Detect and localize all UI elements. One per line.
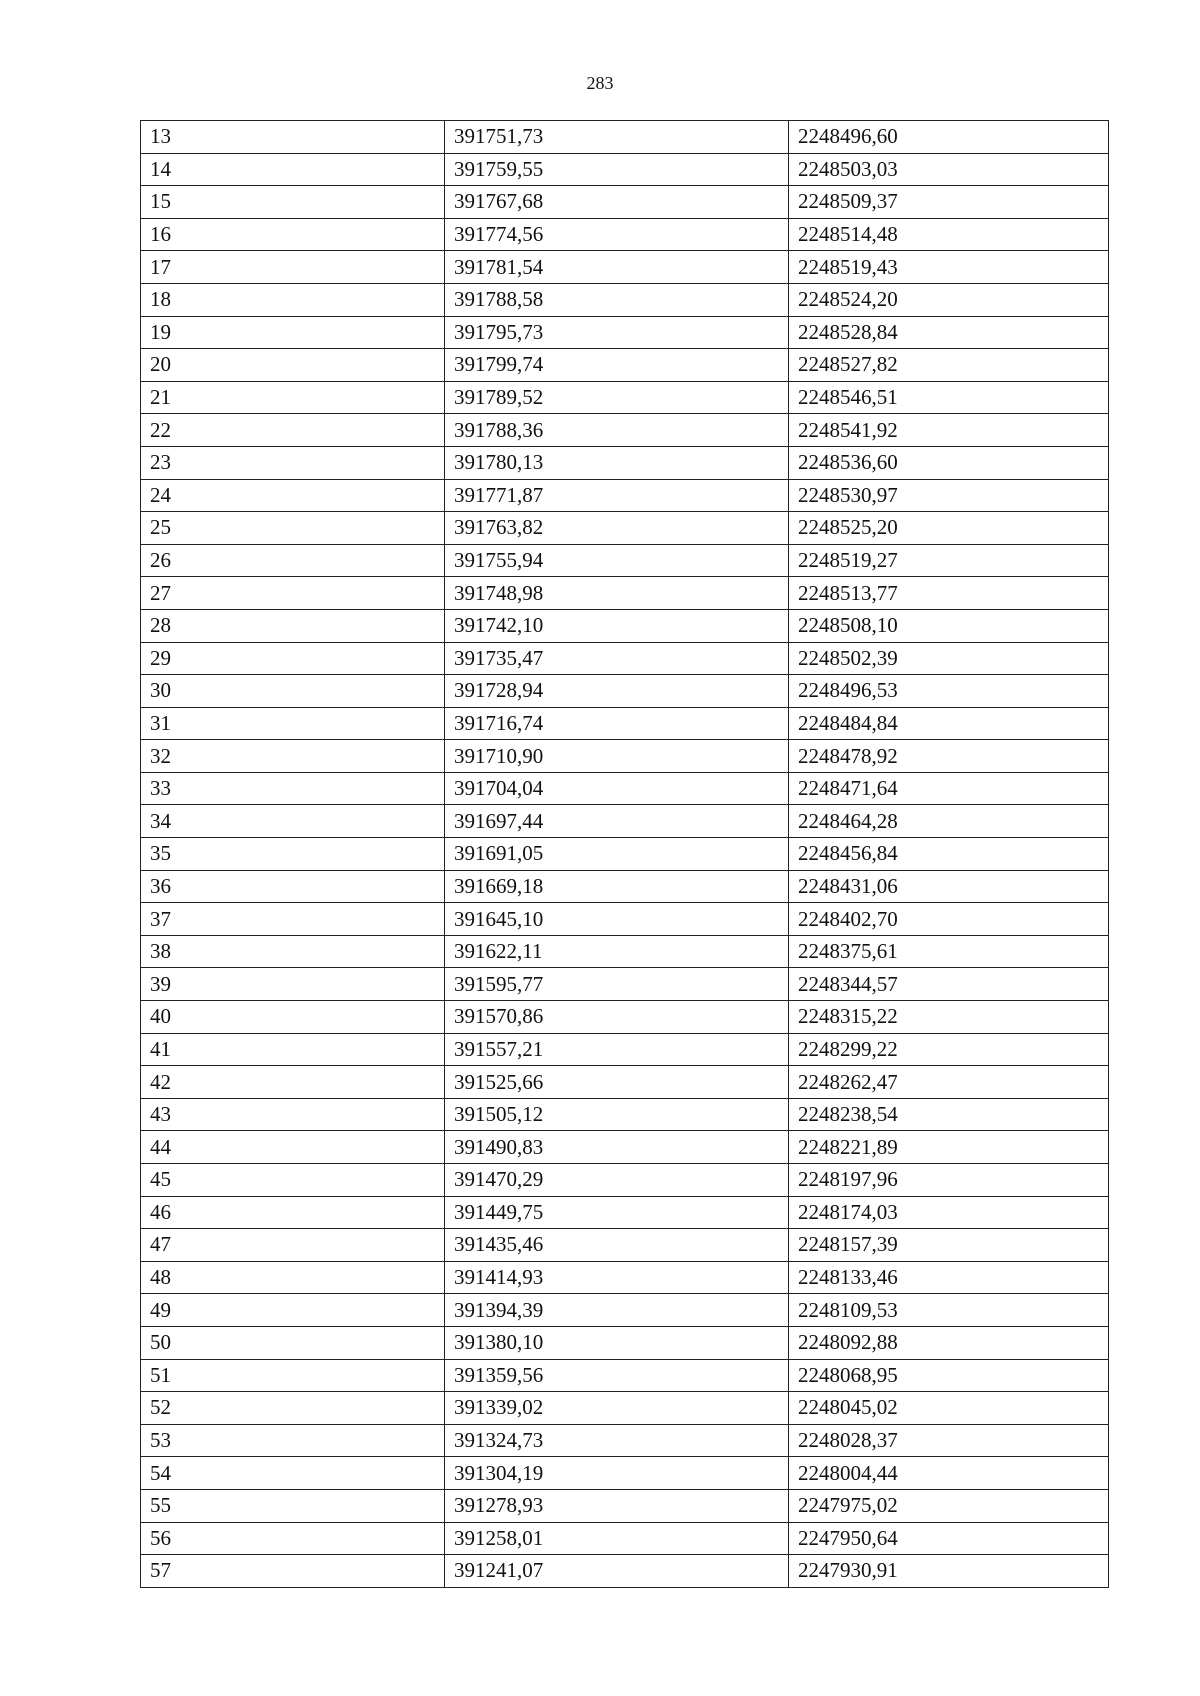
table-row — [141, 609, 1109, 642]
table-row — [141, 1098, 1109, 1131]
table-row — [141, 1359, 1109, 1392]
y-coordinate-cell: 2248315,22 — [789, 1001, 1109, 1034]
y-coordinate-cell: 2248509,37 — [789, 186, 1109, 219]
x-coordinate-cell: 391622,11 — [445, 935, 789, 968]
x-coordinate-cell: 391771,87 — [445, 479, 789, 512]
point-number-cell: 30 — [141, 675, 445, 708]
table-row — [141, 1326, 1109, 1359]
x-coordinate-cell: 391759,55 — [445, 153, 789, 186]
point-number-cell: 20 — [141, 349, 445, 382]
x-coordinate-cell: 391748,98 — [445, 577, 789, 610]
x-coordinate-cell: 391795,73 — [445, 316, 789, 349]
y-coordinate-cell: 2248508,10 — [789, 609, 1109, 642]
x-coordinate-cell: 391324,73 — [445, 1424, 789, 1457]
x-coordinate-cell: 391570,86 — [445, 1001, 789, 1034]
point-number-cell: 34 — [141, 805, 445, 838]
table-row — [141, 512, 1109, 545]
y-coordinate-cell: 2248527,82 — [789, 349, 1109, 382]
x-coordinate-cell: 391359,56 — [445, 1359, 789, 1392]
point-number-cell: 39 — [141, 968, 445, 1001]
x-coordinate-cell: 391728,94 — [445, 675, 789, 708]
y-coordinate-cell: 2247975,02 — [789, 1489, 1109, 1522]
table-row — [141, 805, 1109, 838]
point-number-cell: 23 — [141, 446, 445, 479]
y-coordinate-cell: 2248525,20 — [789, 512, 1109, 545]
point-number-cell: 51 — [141, 1359, 445, 1392]
y-coordinate-cell: 2248503,03 — [789, 153, 1109, 186]
x-coordinate-cell: 391781,54 — [445, 251, 789, 284]
point-number-cell: 43 — [141, 1098, 445, 1131]
y-coordinate-cell: 2248546,51 — [789, 381, 1109, 414]
y-coordinate-cell: 2248157,39 — [789, 1229, 1109, 1262]
point-number-cell: 18 — [141, 283, 445, 316]
point-number-cell: 31 — [141, 707, 445, 740]
y-coordinate-cell: 2247930,91 — [789, 1555, 1109, 1588]
y-coordinate-cell: 2248344,57 — [789, 968, 1109, 1001]
point-number-cell: 29 — [141, 642, 445, 675]
x-coordinate-cell: 391788,58 — [445, 283, 789, 316]
point-number-cell: 21 — [141, 381, 445, 414]
point-number-cell: 46 — [141, 1196, 445, 1229]
table-row — [141, 1261, 1109, 1294]
table-row — [141, 707, 1109, 740]
x-coordinate-cell: 391669,18 — [445, 870, 789, 903]
page-number: 283 — [586, 73, 614, 93]
table-row — [141, 1229, 1109, 1262]
table-row — [141, 577, 1109, 610]
table-row — [141, 838, 1109, 871]
point-number-cell: 47 — [141, 1229, 445, 1262]
y-coordinate-cell: 2248496,53 — [789, 675, 1109, 708]
y-coordinate-cell: 2248524,20 — [789, 283, 1109, 316]
table-row — [141, 1424, 1109, 1457]
x-coordinate-cell: 391414,93 — [445, 1261, 789, 1294]
x-coordinate-cell: 391449,75 — [445, 1196, 789, 1229]
table-row — [141, 1001, 1109, 1034]
y-coordinate-cell: 2248174,03 — [789, 1196, 1109, 1229]
table-row — [141, 446, 1109, 479]
y-coordinate-cell: 2248514,48 — [789, 218, 1109, 251]
y-coordinate-cell: 2248478,92 — [789, 740, 1109, 773]
table-row — [141, 1131, 1109, 1164]
x-coordinate-cell: 391742,10 — [445, 609, 789, 642]
point-number-cell: 14 — [141, 153, 445, 186]
point-number-cell: 16 — [141, 218, 445, 251]
y-coordinate-cell: 2248541,92 — [789, 414, 1109, 447]
coordinates-table-body — [141, 121, 1109, 1588]
y-coordinate-cell: 2248004,44 — [789, 1457, 1109, 1490]
y-coordinate-cell: 2247950,64 — [789, 1522, 1109, 1555]
table-row — [141, 349, 1109, 382]
y-coordinate-cell: 2248375,61 — [789, 935, 1109, 968]
table-row — [141, 251, 1109, 284]
x-coordinate-cell: 391789,52 — [445, 381, 789, 414]
point-number-cell: 55 — [141, 1489, 445, 1522]
x-coordinate-cell: 391525,66 — [445, 1066, 789, 1099]
table-row — [141, 121, 1109, 154]
y-coordinate-cell: 2248431,06 — [789, 870, 1109, 903]
point-number-cell: 42 — [141, 1066, 445, 1099]
table-row — [141, 1033, 1109, 1066]
point-number-cell: 35 — [141, 838, 445, 871]
table-row — [141, 1522, 1109, 1555]
x-coordinate-cell: 391645,10 — [445, 903, 789, 936]
y-coordinate-cell: 2248109,53 — [789, 1294, 1109, 1327]
x-coordinate-cell: 391780,13 — [445, 446, 789, 479]
x-coordinate-cell: 391691,05 — [445, 838, 789, 871]
table-row — [141, 186, 1109, 219]
table-row — [141, 968, 1109, 1001]
x-coordinate-cell: 391304,19 — [445, 1457, 789, 1490]
point-number-cell: 15 — [141, 186, 445, 219]
x-coordinate-cell: 391435,46 — [445, 1229, 789, 1262]
table-row — [141, 1392, 1109, 1425]
y-coordinate-cell: 2248519,27 — [789, 544, 1109, 577]
y-coordinate-cell: 2248530,97 — [789, 479, 1109, 512]
table-row — [141, 544, 1109, 577]
table-row — [141, 1196, 1109, 1229]
point-number-cell: 56 — [141, 1522, 445, 1555]
table-row — [141, 1457, 1109, 1490]
point-number-cell: 19 — [141, 316, 445, 349]
y-coordinate-cell: 2248496,60 — [789, 121, 1109, 154]
y-coordinate-cell: 2248221,89 — [789, 1131, 1109, 1164]
y-coordinate-cell: 2248238,54 — [789, 1098, 1109, 1131]
table-row — [141, 1164, 1109, 1197]
point-number-cell: 32 — [141, 740, 445, 773]
x-coordinate-cell: 391788,36 — [445, 414, 789, 447]
y-coordinate-cell: 2248045,02 — [789, 1392, 1109, 1425]
x-coordinate-cell: 391470,29 — [445, 1164, 789, 1197]
table-row — [141, 1294, 1109, 1327]
point-number-cell: 33 — [141, 772, 445, 805]
point-number-cell: 53 — [141, 1424, 445, 1457]
point-number-cell: 26 — [141, 544, 445, 577]
table-row — [141, 381, 1109, 414]
point-number-cell: 28 — [141, 609, 445, 642]
point-number-cell: 13 — [141, 121, 445, 154]
table-row — [141, 1555, 1109, 1588]
y-coordinate-cell: 2248456,84 — [789, 838, 1109, 871]
y-coordinate-cell: 2248299,22 — [789, 1033, 1109, 1066]
x-coordinate-cell: 391710,90 — [445, 740, 789, 773]
x-coordinate-cell: 391394,39 — [445, 1294, 789, 1327]
x-coordinate-cell: 391763,82 — [445, 512, 789, 545]
point-number-cell: 25 — [141, 512, 445, 545]
y-coordinate-cell: 2248092,88 — [789, 1326, 1109, 1359]
point-number-cell: 27 — [141, 577, 445, 610]
table-row — [141, 642, 1109, 675]
table-row — [141, 1489, 1109, 1522]
x-coordinate-cell: 391505,12 — [445, 1098, 789, 1131]
y-coordinate-cell: 2248197,96 — [789, 1164, 1109, 1197]
point-number-cell: 22 — [141, 414, 445, 447]
point-number-cell: 37 — [141, 903, 445, 936]
point-number-cell: 52 — [141, 1392, 445, 1425]
point-number-cell: 24 — [141, 479, 445, 512]
x-coordinate-cell: 391490,83 — [445, 1131, 789, 1164]
point-number-cell: 40 — [141, 1001, 445, 1034]
x-coordinate-cell: 391751,73 — [445, 121, 789, 154]
point-number-cell: 49 — [141, 1294, 445, 1327]
table-row — [141, 740, 1109, 773]
table-row — [141, 903, 1109, 936]
table-row — [141, 479, 1109, 512]
y-coordinate-cell: 2248471,64 — [789, 772, 1109, 805]
table-row — [141, 935, 1109, 968]
x-coordinate-cell: 391767,68 — [445, 186, 789, 219]
y-coordinate-cell: 2248133,46 — [789, 1261, 1109, 1294]
x-coordinate-cell: 391380,10 — [445, 1326, 789, 1359]
x-coordinate-cell: 391339,02 — [445, 1392, 789, 1425]
x-coordinate-cell: 391755,94 — [445, 544, 789, 577]
x-coordinate-cell: 391557,21 — [445, 1033, 789, 1066]
point-number-cell: 57 — [141, 1555, 445, 1588]
x-coordinate-cell: 391774,56 — [445, 218, 789, 251]
point-number-cell: 45 — [141, 1164, 445, 1197]
x-coordinate-cell: 391697,44 — [445, 805, 789, 838]
y-coordinate-cell: 2248513,77 — [789, 577, 1109, 610]
table-row — [141, 218, 1109, 251]
y-coordinate-cell: 2248028,37 — [789, 1424, 1109, 1457]
y-coordinate-cell: 2248536,60 — [789, 446, 1109, 479]
y-coordinate-cell: 2248262,47 — [789, 1066, 1109, 1099]
x-coordinate-cell: 391716,74 — [445, 707, 789, 740]
x-coordinate-cell: 391258,01 — [445, 1522, 789, 1555]
table-row — [141, 316, 1109, 349]
table-row — [141, 772, 1109, 805]
x-coordinate-cell: 391595,77 — [445, 968, 789, 1001]
point-number-cell: 36 — [141, 870, 445, 903]
point-number-cell: 54 — [141, 1457, 445, 1490]
table-row — [141, 414, 1109, 447]
x-coordinate-cell: 391704,04 — [445, 772, 789, 805]
x-coordinate-cell: 391735,47 — [445, 642, 789, 675]
x-coordinate-cell: 391799,74 — [445, 349, 789, 382]
point-number-cell: 44 — [141, 1131, 445, 1164]
table-row — [141, 870, 1109, 903]
y-coordinate-cell: 2248464,28 — [789, 805, 1109, 838]
point-number-cell: 17 — [141, 251, 445, 284]
table-row — [141, 1066, 1109, 1099]
y-coordinate-cell: 2248519,43 — [789, 251, 1109, 284]
y-coordinate-cell: 2248502,39 — [789, 642, 1109, 675]
x-coordinate-cell: 391278,93 — [445, 1489, 789, 1522]
table-row — [141, 675, 1109, 708]
table-row — [141, 153, 1109, 186]
y-coordinate-cell: 2248068,95 — [789, 1359, 1109, 1392]
point-number-cell: 48 — [141, 1261, 445, 1294]
y-coordinate-cell: 2248528,84 — [789, 316, 1109, 349]
point-number-cell: 50 — [141, 1326, 445, 1359]
x-coordinate-cell: 391241,07 — [445, 1555, 789, 1588]
y-coordinate-cell: 2248484,84 — [789, 707, 1109, 740]
point-number-cell: 41 — [141, 1033, 445, 1066]
y-coordinate-cell: 2248402,70 — [789, 903, 1109, 936]
coordinates-table — [140, 120, 1109, 1588]
table-row — [141, 283, 1109, 316]
point-number-cell: 38 — [141, 935, 445, 968]
